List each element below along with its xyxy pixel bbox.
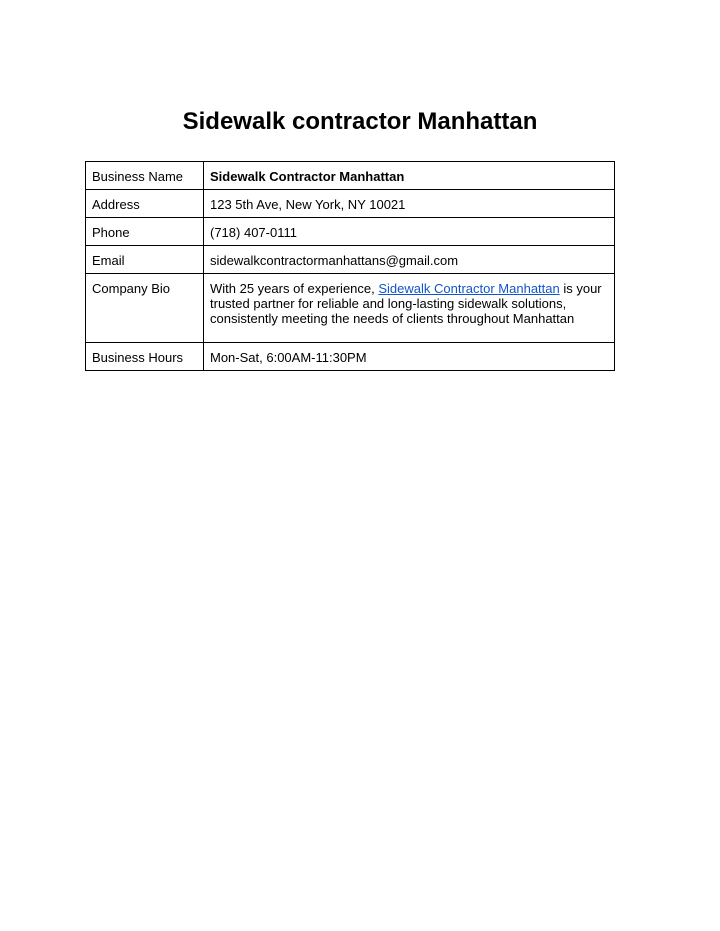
company-bio-label: Company Bio — [86, 274, 204, 343]
table-row-business-hours — [86, 343, 615, 371]
table-row-business-name — [86, 162, 615, 190]
business-hours-value: Mon-Sat, 6:00AM-11:30PM — [204, 343, 615, 371]
table-row-phone — [86, 218, 615, 246]
page-title: Sidewalk contractor Manhattan — [182, 108, 538, 135]
business-hours-label: Business Hours — [86, 343, 204, 371]
company-bio-text-end: is your trusted partner for reliable and long-lasting sidewalk solutions, consistently meeting the needs of clients throughout Manhattan — [210, 281, 602, 326]
table-row-company-bio — [86, 274, 615, 343]
email-value: sidewalkcontractormanhattans@gmail.com — [204, 246, 615, 274]
address-label: Address — [86, 190, 204, 218]
phone-value: (718) 407-0111 — [204, 218, 615, 246]
business-info-table — [85, 161, 615, 371]
table-row-email — [86, 246, 615, 274]
company-bio-link[interactable]: Sidewalk Contractor Manhattan — [378, 281, 560, 296]
address-value: 123 5th Ave, New York, NY 10021 — [204, 190, 615, 218]
table-row-address — [86, 190, 615, 218]
company-bio-value — [204, 274, 615, 343]
email-label: Email — [86, 246, 204, 274]
business-name-label: Business Name — [86, 162, 204, 190]
phone-label: Phone — [86, 218, 204, 246]
company-bio-text-start: With 25 years of experience, — [210, 281, 379, 296]
business-name-value: Sidewalk Contractor Manhattan — [204, 162, 615, 190]
